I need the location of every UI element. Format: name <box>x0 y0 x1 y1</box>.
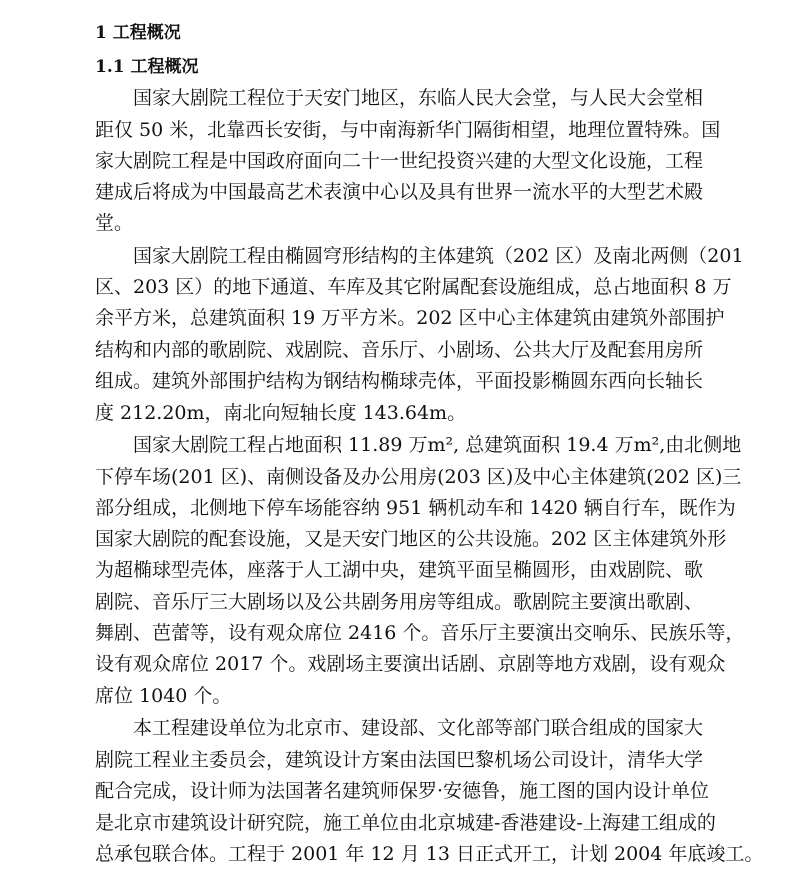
paragraph-1-line: 距仅 50 米，北靠西长安街，与中南海新华门隔街相望，地理位置特殊。国 <box>95 119 721 141</box>
subsection-heading: 1.1 工程概况 <box>95 57 199 77</box>
paragraph-2-line: 区、203 区）的地下通道、车库及其它附属配套设施组成，总占地面积 8 万 <box>95 276 732 298</box>
paragraph-2-line: 结构和内部的歌剧院、戏剧院、音乐厅、小剧场、公共大厅及配套用房所 <box>95 339 704 361</box>
paragraph-3-line: 国家大剧院的配套设施，又是天安门地区的公共设施。202 区主体建筑外形 <box>95 528 727 550</box>
paragraph-3-line: 舞剧、芭蕾等，设有观众席位 2416 个。音乐厅主要演出交响乐、民族乐等， <box>95 622 745 644</box>
paragraph-4-line: 总承包联合体。工程于 2001 年 12 月 13 日正式开工，计划 2004 年底竣工。 <box>95 843 764 865</box>
paragraph-3-line: 为超椭球型壳体，座落于人工湖中央，建筑平面呈椭圆形，由戏剧院、歌 <box>95 559 704 581</box>
paragraph-3-line: 下停车场(201 区)、南侧设备及办公用房(203 区)及中心主体建筑(202 区)三 <box>95 466 742 488</box>
paragraph-2-line: 组成。建筑外部围护结构为钢结构椭球壳体，平面投影椭圆东西向长轴长 <box>95 370 704 392</box>
paragraph-3-line: 剧院、音乐厅三大剧场以及公共剧务用房等组成。歌剧院主要演出歌剧、 <box>95 591 704 613</box>
paragraph-1-line: 家大剧院工程是中国政府面向二十一世纪投资兴建的大型文化设施，工程 <box>95 150 704 172</box>
paragraph-4-line: 是北京市建筑设计研究院，施工单位由北京城建-香港建设-上海建工组成的 <box>95 812 716 834</box>
paragraph-4-line: 本工程建设单位为北京市、建设部、文化部等部门联合组成的国家大 <box>133 717 704 739</box>
paragraph-4-line: 剧院工程业主委员会，建筑设计方案由法国巴黎机场公司设计，清华大学 <box>95 749 704 771</box>
paragraph-4-line: 配合完成，设计师为法国著名建筑师保罗·安德鲁，施工图的国内设计单位 <box>95 780 710 802</box>
paragraph-1-line: 堂。 <box>95 212 134 234</box>
section-heading: 1 工程概况 <box>95 23 181 43</box>
paragraph-3-line: 国家大剧院工程占地面积 11.89 万m², 总建筑面积 19.4 万m²,由北侧地 <box>133 434 742 456</box>
paragraph-3-line: 部分组成，北侧地下停车场能容纳 951 辆机动车和 1420 辆自行车，既作为 <box>95 497 736 519</box>
paragraph-1-line: 国家大剧院工程位于天安门地区，东临人民大会堂，与人民大会堂相 <box>133 87 704 109</box>
paragraph-3-line: 席位 1040 个。 <box>95 685 232 707</box>
paragraph-2-line: 国家大剧院工程由椭圆穹形结构的主体建筑（202 区）及南北两侧（201 <box>133 245 744 267</box>
paragraph-3-line: 设有观众席位 2017 个。戏剧场主要演出话剧、京剧等地方戏剧，设有观众 <box>95 653 726 675</box>
paragraph-1-line: 建成后将成为中国最高艺术表演中心以及具有世界一流水平的大型艺术殿 <box>95 181 704 203</box>
paragraph-2-line: 度 212.20m，南北向短轴长度 143.64m。 <box>95 402 467 424</box>
paragraph-2-line: 余平方米，总建筑面积 19 万平方米。202 区中心主体建筑由建筑外部围护 <box>95 307 725 329</box>
